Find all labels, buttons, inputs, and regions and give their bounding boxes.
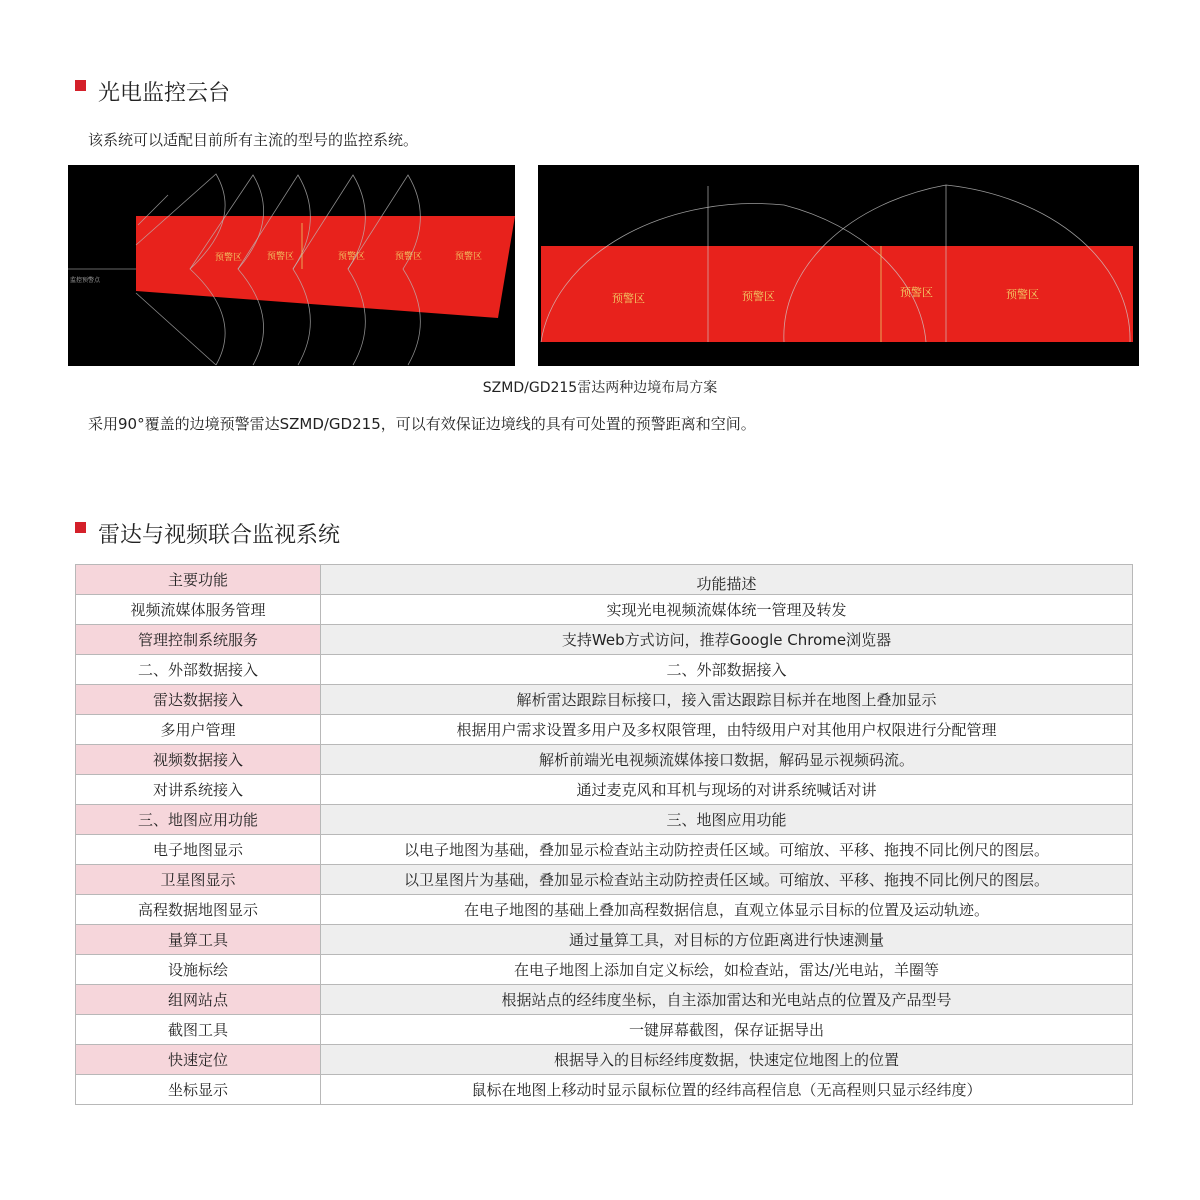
zone-label-2: 预警区 — [267, 252, 295, 262]
zone-label-4: 预警区 — [395, 252, 423, 262]
cell-description: 解析前端光电视频流媒体接口数据，解码显示视频码流。 — [321, 745, 1133, 775]
table-row — [76, 1045, 1133, 1075]
cell-description: 一键屏幕截图，保存证据导出 — [321, 1015, 1133, 1045]
zone-label-right-3: 预警区 — [900, 286, 933, 299]
diagram-right-panel — [538, 165, 1139, 366]
table-row — [76, 655, 1133, 685]
section-title-text: 雷达与视频联合监视系统 — [98, 523, 341, 548]
cell-description: 以卫星图片为基础，叠加显示检查站主动防控责任区域。可缩放、平移、拖拽不同比例尺的图层。 — [321, 865, 1133, 895]
cell-description: 解析雷达跟踪目标接口，接入雷达跟踪目标并在地图上叠加显示 — [321, 685, 1133, 715]
table-row — [76, 925, 1133, 955]
diagram-caption: SZMD/GD215雷达两种边境布局方案 — [482, 380, 718, 396]
cell-description: 根据导入的目标经纬度数据，快速定位地图上的位置 — [321, 1045, 1133, 1075]
feature-table — [75, 564, 1133, 1105]
diagram-left-svg — [68, 165, 515, 366]
cell-description: 在电子地图上添加自定义标绘，如检查站，雷达/光电站，羊圈等 — [321, 955, 1133, 985]
table-row — [76, 955, 1133, 985]
zone-label-right-4: 预警区 — [1006, 288, 1039, 301]
cell-function: 电子地图显示 — [76, 835, 321, 865]
table-row — [76, 685, 1133, 715]
cell-description: 根据站点的经纬度坐标，自主添加雷达和光电站点的位置及产品型号 — [321, 985, 1133, 1015]
monitor-point-label: 监控预警点 — [70, 277, 101, 284]
table-row — [76, 1015, 1133, 1045]
table-row — [76, 805, 1133, 835]
cell-function: 多用户管理 — [76, 715, 321, 745]
cell-function: 卫星图显示 — [76, 865, 321, 895]
cell-function: 视频流媒体服务管理 — [76, 595, 321, 625]
table-row — [76, 745, 1133, 775]
diagram-right-svg — [538, 165, 1139, 366]
cell-function: 快速定位 — [76, 1045, 321, 1075]
table-row — [76, 775, 1133, 805]
table-row — [76, 1075, 1133, 1105]
cell-description: 以电子地图为基础，叠加显示检查站主动防控责任区域。可缩放、平移、拖拽不同比例尺的图层。 — [321, 835, 1133, 865]
table-row — [76, 865, 1133, 895]
cell-description: 通过量算工具，对目标的方位距离进行快速测量 — [321, 925, 1133, 955]
table-row — [76, 895, 1133, 925]
table-row — [76, 835, 1133, 865]
cell-function: 三、地图应用功能 — [76, 805, 321, 835]
zone-label-1: 预警区 — [215, 253, 243, 263]
warning-zone-left — [136, 216, 515, 318]
cell-function: 坐标显示 — [76, 1075, 321, 1105]
cell-function: 二、外部数据接入 — [76, 655, 321, 685]
cell-function: 高程数据地图显示 — [76, 895, 321, 925]
section-title-radar-video — [75, 518, 340, 549]
intro-paragraph: 该系统可以适配目前所有主流的型号的监控系统。 — [88, 131, 419, 149]
cell-description: 三、地图应用功能 — [321, 805, 1133, 835]
cell-function: 设施标绘 — [76, 955, 321, 985]
cell-description: 支持Web方式访问，推荐Google Chrome浏览器 — [321, 625, 1133, 655]
section-title-ptz — [75, 76, 230, 107]
table-row — [76, 595, 1133, 625]
cell-description: 实现光电视频流媒体统一管理及转发 — [321, 595, 1133, 625]
table-header-row — [76, 565, 1133, 595]
header-main-function: 主要功能 — [76, 565, 321, 595]
section-title-text: 光电监控云台 — [98, 81, 231, 106]
red-square-icon — [75, 80, 86, 91]
zone-label-3: 预警区 — [338, 252, 366, 262]
cell-description: 在电子地图的基础上叠加高程数据信息，直观立体显示目标的位置及运动轨迹。 — [321, 895, 1133, 925]
cell-function: 组网站点 — [76, 985, 321, 1015]
cell-function: 视频数据接入 — [76, 745, 321, 775]
header-function-desc: 功能描述 — [321, 565, 1133, 595]
cell-function: 管理控制系统服务 — [76, 625, 321, 655]
zone-label-5: 预警区 — [455, 252, 483, 262]
cell-description: 根据用户需求设置多用户及多权限管理，由特级用户对其他用户权限进行分配管理 — [321, 715, 1133, 745]
cell-function: 量算工具 — [76, 925, 321, 955]
cell-function: 雷达数据接入 — [76, 685, 321, 715]
zone-label-right-1: 预警区 — [612, 292, 645, 305]
table-row — [76, 625, 1133, 655]
cell-function: 对讲系统接入 — [76, 775, 321, 805]
table-row — [76, 985, 1133, 1015]
red-square-icon — [75, 522, 86, 533]
table-row — [76, 715, 1133, 745]
cell-description: 通过麦克风和耳机与现场的对讲系统喊话对讲 — [321, 775, 1133, 805]
cell-function: 截图工具 — [76, 1015, 321, 1045]
zone-label-right-2: 预警区 — [742, 290, 775, 303]
description-paragraph: 采用90°覆盖的边境预警雷达SZMD/GD215，可以有效保证边境线的具有可处置的预警距离和空间。 — [88, 415, 756, 433]
cell-description: 鼠标在地图上移动时显示鼠标位置的经纬高程信息（无高程则只显示经纬度） — [321, 1075, 1133, 1105]
diagram-left-panel — [68, 165, 515, 366]
cell-description: 二、外部数据接入 — [321, 655, 1133, 685]
